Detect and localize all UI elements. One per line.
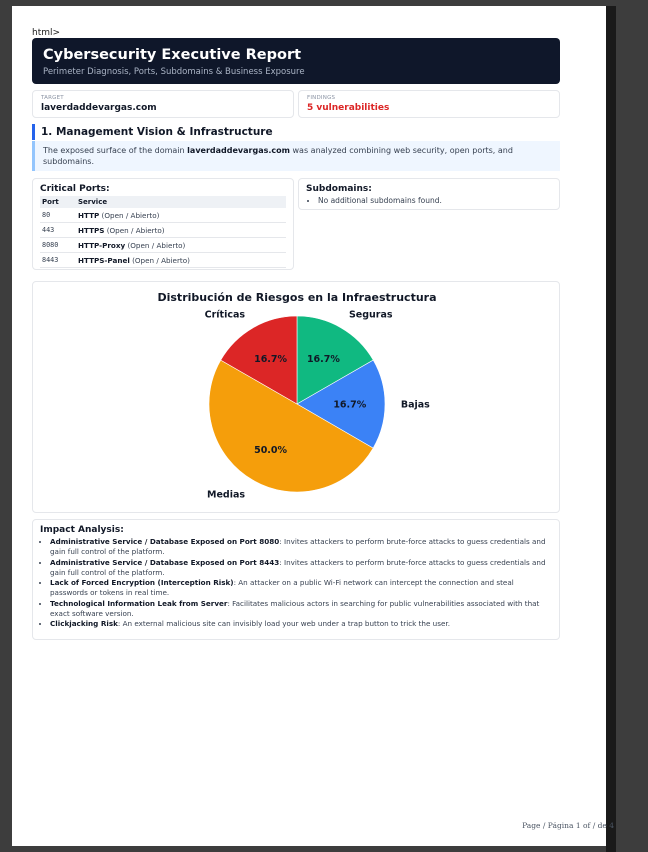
- port-number: 8080: [40, 238, 76, 253]
- pie-pct-label: 16.7%: [254, 353, 288, 365]
- service-status: (Open / Abierto): [125, 240, 186, 250]
- impact-item-desc: : Invites attackers to perform brute-force attacks to guess credentials and gain full control of the platform.: [50, 557, 546, 577]
- service-name: HTTP-Proxy: [78, 240, 126, 250]
- impact-list: [40, 537, 552, 629]
- port-number: 80: [40, 208, 76, 223]
- port-number: 443: [40, 223, 76, 238]
- port-row: [40, 238, 286, 253]
- subdomains-title: Subdomains:: [306, 184, 372, 194]
- impact-item-name: Administrative Service / Database Exposed on Port 8080: [50, 537, 280, 546]
- vision-summary: [32, 141, 560, 171]
- pie-category-label: Bajas: [400, 399, 430, 411]
- impact-item: [50, 578, 552, 598]
- subdomains-card: [298, 178, 560, 210]
- impact-item: [50, 619, 552, 629]
- impact-item-name: Clickjacking Risk: [50, 619, 118, 628]
- target-card: [32, 90, 294, 118]
- impact-item-name: Technological Information Leak from Server: [50, 598, 228, 608]
- port-service: [76, 223, 286, 238]
- port-service: [76, 238, 286, 253]
- report-subtitle: Perimeter Diagnosis, Ports, Subdomains & Business Exposure: [43, 67, 305, 77]
- subdomain-item: • No additional subdomains found.: [318, 196, 552, 205]
- critical-ports-card: [32, 178, 294, 270]
- pie-pct-label: 16.7%: [333, 399, 367, 411]
- impact-analysis-card: [32, 519, 560, 640]
- service-name: HTTPS-Panel: [78, 255, 130, 265]
- impact-item: [50, 537, 552, 557]
- subdomains-list: [306, 196, 552, 205]
- impact-item-name: Administrative Service / Database Exposed on Port 8443: [50, 557, 280, 567]
- report-title: Cybersecurity Executive Report: [43, 47, 302, 63]
- findings-card: [298, 90, 560, 118]
- chart-title: Distribución de Riesgos en la Infraestructura: [157, 291, 437, 304]
- impact-title: Impact Analysis:: [40, 525, 124, 535]
- section-title: 1. Management Vision & Infrastructure: [32, 124, 560, 140]
- vision-text-before: The exposed surface of the domain: [43, 146, 188, 155]
- pie-pct-label: 16.7%: [306, 353, 340, 365]
- page-number: Page / Página 1 of / de 4: [522, 821, 614, 830]
- target-label: TARGET: [41, 95, 64, 101]
- port-number: 8443: [40, 253, 76, 268]
- impact-item-name: Lack of Forced Encryption (Interception Risk): [50, 578, 234, 587]
- ports-table: [40, 196, 286, 268]
- service-name: HTTP: [78, 210, 100, 220]
- col-service: Service: [76, 196, 286, 208]
- pie-category-label: Seguras: [348, 309, 393, 321]
- impact-item-desc: : An attacker on a public Wi-Fi network can intercept the connection and steal passwords or tokens in real time.: [50, 578, 514, 597]
- impact-item-desc: : Invites attackers to perform brute-force attacks to guess credentials and gain full control of the platform.: [50, 537, 546, 556]
- vision-domain: laverdaddevargas.com: [187, 146, 290, 155]
- risk-chart-card: [32, 281, 560, 513]
- port-row: [40, 253, 286, 268]
- port-service: [76, 253, 286, 268]
- service-name: HTTPS: [78, 225, 105, 235]
- target-value: laverdaddevargas.com: [41, 103, 157, 113]
- service-status: (Open / Abierto): [129, 255, 190, 265]
- report-header: [32, 38, 560, 84]
- critical-ports-title: Critical Ports:: [40, 184, 110, 194]
- port-row: [40, 208, 286, 223]
- impact-item-desc: : Facilitates malicious actors in searching for public vulnerabilities associated with that exact software version.: [50, 598, 540, 618]
- findings-value: 5 vulnerabilities: [307, 103, 390, 113]
- impact-item: [50, 599, 552, 619]
- col-port: Port: [40, 196, 76, 208]
- service-status: (Open / Abierto): [99, 210, 160, 220]
- service-status: (Open / Abierto): [104, 225, 165, 235]
- port-row: [40, 223, 286, 238]
- pie-category-label: Medias: [207, 489, 246, 501]
- risk-pie-chart: [33, 282, 561, 514]
- findings-label: FINDINGS: [307, 95, 336, 101]
- port-service: [76, 208, 286, 223]
- impact-item-desc: : An external malicious site can invisibly load your web under a trap button to trick the user.: [117, 619, 450, 628]
- pie-pct-label: 50.0%: [254, 445, 288, 457]
- vision-text-after: was analyzed combining web security, open ports, and subdomains.: [43, 146, 513, 166]
- page-shadow: [606, 6, 616, 852]
- pie-category-label: Críticas: [204, 309, 246, 321]
- ports-table-header: [40, 196, 286, 208]
- impact-item: [50, 558, 552, 578]
- raw-html-tag: html>: [32, 28, 61, 38]
